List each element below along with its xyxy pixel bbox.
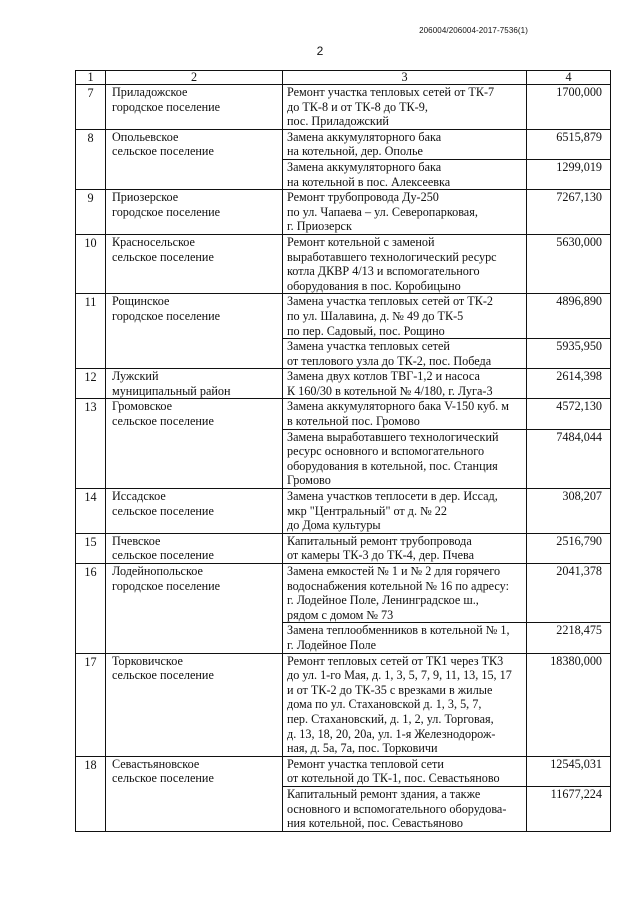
page-number: 2 [316,44,324,58]
table-row [76,85,611,130]
work-description: Замена участка тепловых сетей от ТК-2 по ул. Шалавина, д. № 49 до ТК-5 по пер. Садовый, пос. Рощино [283,294,527,339]
amount-value: 5935,950 [527,339,611,369]
column-header: 3 [283,71,527,85]
amount-value: 1700,000 [527,85,611,130]
row-number: 12 [76,369,106,399]
work-description: Замена теплообменников в котельной № 1, г. Лодейное Поле [283,623,527,653]
settlement-name: Лодейнопольское городское поселение [106,564,283,654]
table-row [76,653,611,756]
table-row [76,489,611,534]
settlement-name: Севастьяновское сельское поселение [106,756,283,831]
amount-value: 4572,130 [527,399,611,429]
settlement-name: Пчевское сельское поселение [106,533,283,563]
work-description: Замена участков теплосети в дер. Иссад, мкр "Центральный" от д. № 22 до Дома культуры [283,489,527,534]
row-number: 9 [76,190,106,235]
settlement-name: Приладожское городское поселение [106,85,283,130]
settlement-name: Торковичское сельское поселение [106,653,283,756]
table-body [76,85,611,832]
row-number: 10 [76,234,106,293]
work-description: Ремонт участка тепловой сети от котельной до ТК-1, пос. Севастьяново [283,756,527,786]
row-number: 11 [76,294,106,369]
table-row [76,294,611,339]
work-description: Замена аккумуляторного бака на котельной в пос. Алексеевка [283,159,527,189]
settlement-name: Опольевское сельское поселение [106,129,283,189]
work-description: Замена емкостей № 1 и № 2 для горячего водоснабжения котельной № 16 по адресу: г. Лодейное Поле, Ленинградское ш., рядом с домом № 73 [283,564,527,623]
work-description: Ремонт трубопровода Ду-250 по ул. Чапаева – ул. Северопарковая, г. Приозерск [283,190,527,235]
settlement-name: Приозерское городское поселение [106,190,283,235]
amount-value: 2516,790 [527,533,611,563]
settlement-name: Рощинское городское поселение [106,294,283,369]
settlement-name: Громовское сельское поселение [106,399,283,489]
column-header: 2 [106,71,283,85]
amount-value: 2614,398 [527,369,611,399]
amount-value: 18380,000 [527,653,611,756]
work-description: Капитальный ремонт трубопровода от камеры ТК-3 до ТК-4, дер. Пчева [283,533,527,563]
settlement-name: Красносельское сельское поселение [106,234,283,293]
row-number: 13 [76,399,106,489]
table-row [76,190,611,235]
document-id: 206004/206004-2017-7536(1) [419,26,528,35]
amount-value: 308,207 [527,489,611,534]
work-description: Капитальный ремонт здания, а также основного и вспомогательного оборудова- ния котельной, пос. Севастьяново [283,786,527,831]
amount-value: 4896,890 [527,294,611,339]
work-description: Замена участка тепловых сетей от теплового узла до ТК-2, пос. Победа [283,339,527,369]
table-row [76,129,611,159]
amount-value: 7484,044 [527,429,611,488]
row-number: 15 [76,533,106,563]
work-description: Замена аккумуляторного бака на котельной, дер. Ополье [283,129,527,159]
settlement-name: Лужский муниципальный район [106,369,283,399]
work-description: Замена аккумуляторного бака V-150 куб. м в котельной пос. Громово [283,399,527,429]
work-description: Ремонт тепловых сетей от ТК1 через ТК3 до ул. 1-го Мая, д. 1, 3, 5, 7, 9, 11, 13, 15, 17 и от ТК-2 до ТК-35 с врезками в жилые дома по ул. Стахановской д. 1, 3, 5, 7, пер. Стахановский, д. 1, 2, ул. Торговая, д. 13, 18, 20, 20а, ул. 1-я Железнодорож- ная, д. 5а, 7а, пос. Торковичи [283,653,527,756]
row-number: 16 [76,564,106,654]
work-description: Ремонт котельной с заменой выработавшего технологический ресурс котла ДКВР 4/13 и вспомогательного оборудования в пос. Коробицыно [283,234,527,293]
work-description: Замена двух котлов ТВГ-1,2 и насоса К 160/30 в котельной № 4/180, г. Луга-3 [283,369,527,399]
amount-value: 2218,475 [527,623,611,653]
amount-value: 6515,879 [527,129,611,159]
row-number: 17 [76,653,106,756]
amount-value: 12545,031 [527,756,611,786]
column-header: 1 [76,71,106,85]
table-row [76,564,611,623]
table-row [76,756,611,786]
amount-value: 5630,000 [527,234,611,293]
amount-value: 11677,224 [527,786,611,831]
work-description: Замена выработавшего технологический ресурс основного и вспомогательного оборудования в котельной, пос. Станция Громово [283,429,527,488]
amount-value: 2041,378 [527,564,611,623]
row-number: 7 [76,85,106,130]
table-row [76,369,611,399]
row-number: 8 [76,129,106,189]
settlement-name: Иссадское сельское поселение [106,489,283,534]
amount-value: 7267,130 [527,190,611,235]
table-row [76,234,611,293]
row-number: 14 [76,489,106,534]
work-description: Ремонт участка тепловых сетей от ТК-7 до ТК-8 и от ТК-8 до ТК-9, пос. Приладожский [283,85,527,130]
table-row [76,533,611,563]
table-row [76,399,611,429]
row-number: 18 [76,756,106,831]
works-table [75,70,611,832]
amount-value: 1299,019 [527,159,611,189]
table-header-row [76,71,611,85]
column-header: 4 [527,71,611,85]
